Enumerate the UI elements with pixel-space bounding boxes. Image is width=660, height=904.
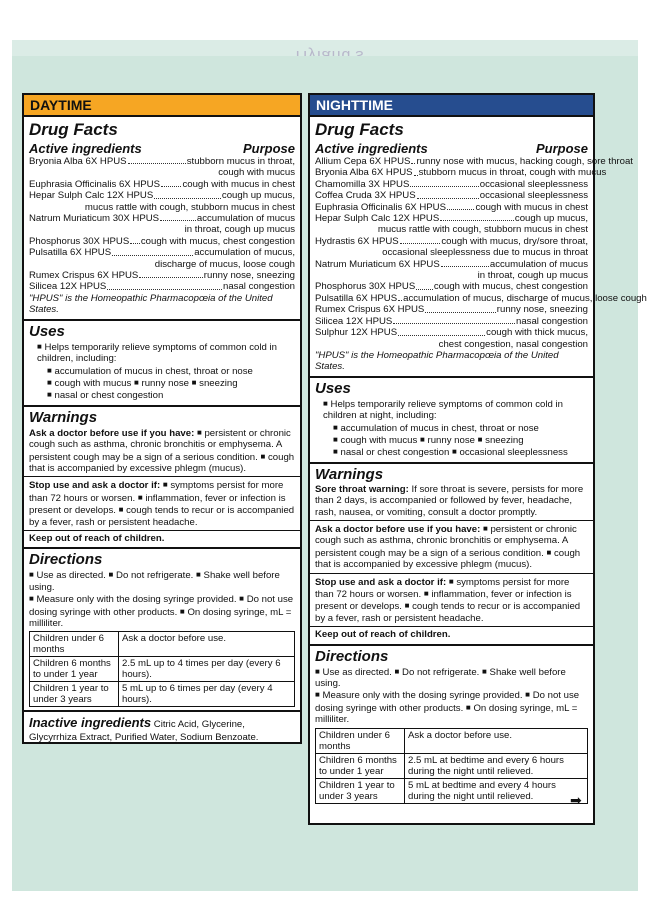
uses-item: ■ accumulation of mucus in chest, throat or nose: [333, 422, 539, 434]
ingredient-name: Bryonia Alba 6X HPUS: [29, 156, 127, 167]
ingredient-row: [29, 270, 295, 281]
leader-dots: [447, 202, 474, 210]
ingredient-purpose: accumulation of mucus,: [194, 247, 295, 259]
ai-heading: Active ingredients: [315, 141, 428, 156]
keep-out-text: Keep out of reach of children.: [310, 626, 593, 640]
leader-dots: [393, 316, 515, 324]
ingredient-row: [29, 281, 295, 292]
ingredient-row: [315, 292, 647, 304]
drug-facts-title: Drug Facts: [315, 120, 404, 139]
ingredient-purpose: cough with mucus, chest congestion: [140, 235, 295, 247]
ingredient-purpose: nasal congestion: [222, 281, 295, 293]
ingredient-name: Phosphorus 30X HPUS: [29, 235, 130, 247]
ingredient-row: [315, 167, 607, 179]
ingredient-row: [315, 179, 588, 190]
leader-dots: [154, 190, 221, 198]
ingredient-purpose: runny nose, sneezing: [203, 270, 295, 282]
daytime-uses: [24, 321, 300, 407]
uses-item: ■ nasal or chest congestion: [47, 390, 164, 402]
ingredient-row: [29, 156, 295, 167]
leader-dots: [128, 156, 186, 164]
nighttime-uses: [310, 378, 593, 464]
leader-dots: [398, 327, 485, 335]
table-row: Children 1 year to under 3 years 5 mL up to 6 times per day (every 4 hours).: [30, 682, 295, 707]
keep-out-text: Keep out of reach of children.: [24, 530, 300, 544]
ingredient-row: [315, 236, 588, 247]
ingredient-name: Allium Cepa 6X HPUS: [315, 156, 411, 167]
dosing-table: [29, 631, 295, 707]
leader-dots: [410, 179, 478, 187]
leader-dots: [107, 281, 222, 289]
warnings-title: Warnings: [29, 408, 98, 426]
leader-dots: [112, 247, 193, 255]
ingredient-name: Bryonia Alba 6X HPUS: [315, 167, 413, 179]
purpose-heading: Purpose: [242, 141, 295, 156]
arrow-right-icon: ➡: [570, 792, 582, 808]
daytime-directions: [24, 549, 300, 712]
ingredient-name: Pulsatilla 6X HPUS: [315, 292, 398, 304]
ingredient-purpose-cont: mucus rattle with cough, stubborn mucus in chest: [377, 224, 588, 236]
ingredient-purpose-cont: discharge of mucus, loose cough: [154, 258, 295, 270]
uses-title: Uses: [315, 379, 351, 397]
leader-dots: [161, 179, 181, 187]
table-row: Children under 6 months Ask a doctor before use.: [316, 728, 588, 753]
daytime-warnings: [24, 407, 300, 550]
ingredient-name: Pulsatilla 6X HPUS: [29, 247, 112, 259]
ingredient-row: [315, 156, 633, 167]
ask-doctor-text: Ask a doctor before use if you have: ■ persistent or chronic cough such as asthma, chronic bronchitis or emphysema. A persistent cough may be a sign of a serious condition. ■ cough that is accompanied by excessive phlegm (mucus).: [310, 520, 593, 571]
daytime-inactive: [24, 712, 300, 746]
table-row: Children under 6 months Ask a doctor before use.: [30, 632, 295, 657]
ingredient-name: Chamomilla 3X HPUS: [315, 178, 410, 190]
ingredient-row: [29, 236, 295, 247]
table-row: Children 6 months to under 1 year 2.5 mL up to 4 times per day (every 6 hours).: [30, 657, 295, 682]
ingredient-name: Hepar Sulph Calc 12X HPUS: [315, 213, 440, 225]
nighttime-active-ingredients: [310, 117, 647, 378]
leader-dots: [441, 259, 489, 267]
dosing-table: [315, 728, 588, 804]
nighttime-directions: [310, 646, 593, 807]
leader-dots: [425, 304, 496, 312]
leader-dots: [130, 236, 140, 244]
ingredient-name: Sulphur 12X HPUS: [315, 327, 398, 339]
ingredient-name: Hepar Sulph Calc 12X HPUS: [29, 190, 154, 202]
hpus-note: "HPUS" is the Homeopathic Pharmacopœia of the United States.: [315, 349, 559, 373]
directions-title: Directions: [315, 647, 389, 665]
ingredient-purpose: cough with mucus in chest: [182, 178, 295, 190]
nighttime-warnings: [310, 464, 593, 646]
sore-throat-text: Sore throat warning: If sore throat is severe, persists for more than 2 days, is accompanied or followed by fever, headache, rash, nausea, or vomiting, consult a doctor promptly.: [315, 483, 584, 518]
uses-item: ■ cough with mucus ■ runny nose ■ sneezing: [47, 377, 238, 389]
ingredient-purpose-cont: chest congestion, nasal congestion: [438, 338, 588, 350]
directions-text: ■ Use as directed. ■ Do not refrigerate. ■ Shake well before using. ■ Measure only with the dosing syringe provided. ■ Do not use dosing syringe with other products. ■ On dosing syringe, mL = milliliter.: [29, 570, 294, 629]
leader-dots: [411, 156, 415, 164]
ingredient-purpose: runny nose with mucus, hacking cough, sore throat: [416, 156, 633, 167]
nighttime-panel: [308, 93, 647, 825]
ingredient-list: [315, 156, 647, 350]
ingredient-row: [315, 327, 588, 338]
ingredient-purpose: accumulation of mucus: [196, 213, 295, 225]
leader-dots: [398, 293, 402, 301]
leader-dots: [414, 167, 418, 175]
ingredient-row: [29, 213, 295, 224]
table-row: Children 1 year to under 3 years 5 mL at bedtime and every 4 hours during the night until relieved.: [316, 778, 588, 803]
ingredient-purpose: accumulation of mucus, discharge of mucus, loose cough: [403, 292, 647, 304]
ingredient-purpose-cont: occasional sleeplessness due to mucus in throat: [382, 247, 588, 259]
uses-item: ■ nasal or chest congestion ■ occasional sleeplessness: [333, 447, 568, 459]
ingredient-name: Natrum Muriaticum 6X HPUS: [315, 258, 440, 270]
ingredient-name: Rumex Crispus 6X HPUS: [29, 270, 139, 282]
ingredient-purpose: cough with mucus, dry/sore throat,: [441, 235, 588, 247]
ingredient-purpose-cont: in throat, cough up mucus: [184, 224, 295, 236]
ingredient-row: [315, 259, 588, 270]
ingredient-purpose: stubborn mucus in throat, cough with mucus: [418, 167, 607, 179]
ingredient-purpose-cont: mucus rattle with cough, stubborn mucus in chest: [84, 201, 295, 213]
nighttime-header: NIGHTTIME: [310, 95, 593, 117]
ingredient-purpose: runny nose, sneezing: [496, 304, 588, 316]
ingredient-name: Coffea Cruda 3X HPUS: [315, 190, 416, 202]
uses-intro: ■ Helps temporarily relieve symptoms of common cold in children at night, including:: [323, 398, 563, 422]
ingredient-row: [315, 213, 588, 224]
ingredient-purpose: cough with thick mucus,: [486, 327, 588, 339]
ingredient-row: [29, 190, 295, 201]
ai-heading-row: [315, 141, 588, 156]
leader-dots: [160, 213, 196, 221]
ingredient-name: Euphrasia Officinalis 6X HPUS: [315, 201, 446, 213]
ingredient-purpose: cough with mucus in chest: [475, 201, 588, 213]
leader-dots: [416, 281, 433, 289]
ingredient-name: Hydrastis 6X HPUS: [315, 235, 399, 247]
uses-item: ■ cough with mucus ■ runny nose ■ sneezing: [333, 434, 524, 446]
ingredient-row: [315, 190, 588, 201]
drug-facts-title: Drug Facts: [29, 120, 118, 139]
ingredient-purpose: accumulation of mucus: [489, 258, 588, 270]
ingredient-row: [315, 316, 588, 327]
leader-dots: [417, 190, 479, 198]
stop-use-text: Stop use and ask a doctor if: ■ symptoms persist for more than 72 hours or worsen. ■ inflammation, fever or infection is present or develops. ■ cough tends to recur or is accompanied by a fever, rash or persistent headache.: [24, 476, 300, 528]
uses-intro: ■ Helps temporarily relieve symptoms of common cold in children, including:: [37, 341, 277, 365]
inactive-text: Inactive ingredients Citric Acid, Glycerine, Glycyrrhiza Extract, Purified Water, Sodium Benzoate.: [29, 715, 259, 744]
ingredient-row: [315, 202, 588, 213]
ingredient-row: [315, 281, 588, 292]
directions-title: Directions: [29, 551, 103, 569]
ingredient-name: Rumex Crispus 6X HPUS: [315, 304, 425, 316]
ingredient-purpose: occasional sleeplessness: [479, 190, 588, 202]
ingredient-name: Natrum Muriaticum 30X HPUS: [29, 213, 160, 225]
daytime-header: DAYTIME: [24, 95, 300, 117]
ingredient-purpose: cough up mucus,: [221, 190, 295, 202]
ingredient-purpose: cough with mucus, chest congestion: [433, 281, 588, 293]
ingredient-name: Phosphorus 30X HPUS: [315, 281, 416, 293]
ingredient-purpose: stubborn mucus in throat,: [186, 156, 295, 167]
stop-use-text: Stop use and ask a doctor if: ■ symptoms persist for more than 72 hours or worsen. ■ inflammation, fever or infection is present or develops. ■ cough tends to recur or is accompanied by a fever, rash or persistent headache.: [310, 573, 593, 625]
ingredient-name: Silicea 12X HPUS: [315, 315, 393, 327]
ingredient-row: [315, 304, 588, 315]
ingredient-purpose-cont: cough with mucus: [218, 167, 295, 179]
daytime-active-ingredients: [24, 117, 300, 321]
ingredient-row: [29, 247, 295, 258]
ingredient-name: Silicea 12X HPUS: [29, 281, 107, 293]
uses-title: Uses: [29, 322, 65, 340]
hpus-note: "HPUS" is the Homeopathic Pharmacopœia of the United States.: [29, 292, 273, 316]
ingredient-purpose: nasal congestion: [515, 315, 588, 327]
ingredient-purpose: occasional sleeplessness: [479, 178, 588, 190]
ingredient-purpose: cough up mucus,: [514, 213, 588, 225]
daytime-panel: [22, 93, 302, 744]
purpose-heading: Purpose: [535, 141, 588, 156]
ingredient-purpose-cont: in throat, cough up mucus: [477, 270, 588, 282]
leader-dots: [139, 270, 203, 278]
leader-dots: [440, 213, 514, 221]
table-row: Children 6 months to under 1 year 2.5 mL at bedtime and every 6 hours during the night until relieved.: [316, 753, 588, 778]
warnings-title: Warnings: [315, 465, 384, 483]
ingredient-name: Euphrasia Officinalis 6X HPUS: [29, 178, 160, 190]
uses-item: ■ accumulation of mucus in chest, throat or nose: [47, 365, 253, 377]
ai-heading-row: [29, 141, 295, 156]
ask-doctor-text: Ask a doctor before use if you have: ■ persistent or chronic cough such as asthma, chronic bronchitis or emphysema. A persistent cough may be a sign of a serious condition. ■ cough that is accompanied by excessive phlegm (mucus).: [29, 427, 295, 474]
ingredient-list: [29, 156, 295, 293]
directions-text: ■ Use as directed. ■ Do not refrigerate. ■ Shake well before using. ■ Measure only with the dosing syringe provided. ■ Do not use dosing syringe with other products. ■ On dosing syringe, mL = milliliter.: [315, 666, 580, 726]
leader-dots: [400, 236, 441, 244]
ai-heading: Active ingredients: [29, 141, 142, 156]
ingredient-row: [29, 179, 295, 190]
